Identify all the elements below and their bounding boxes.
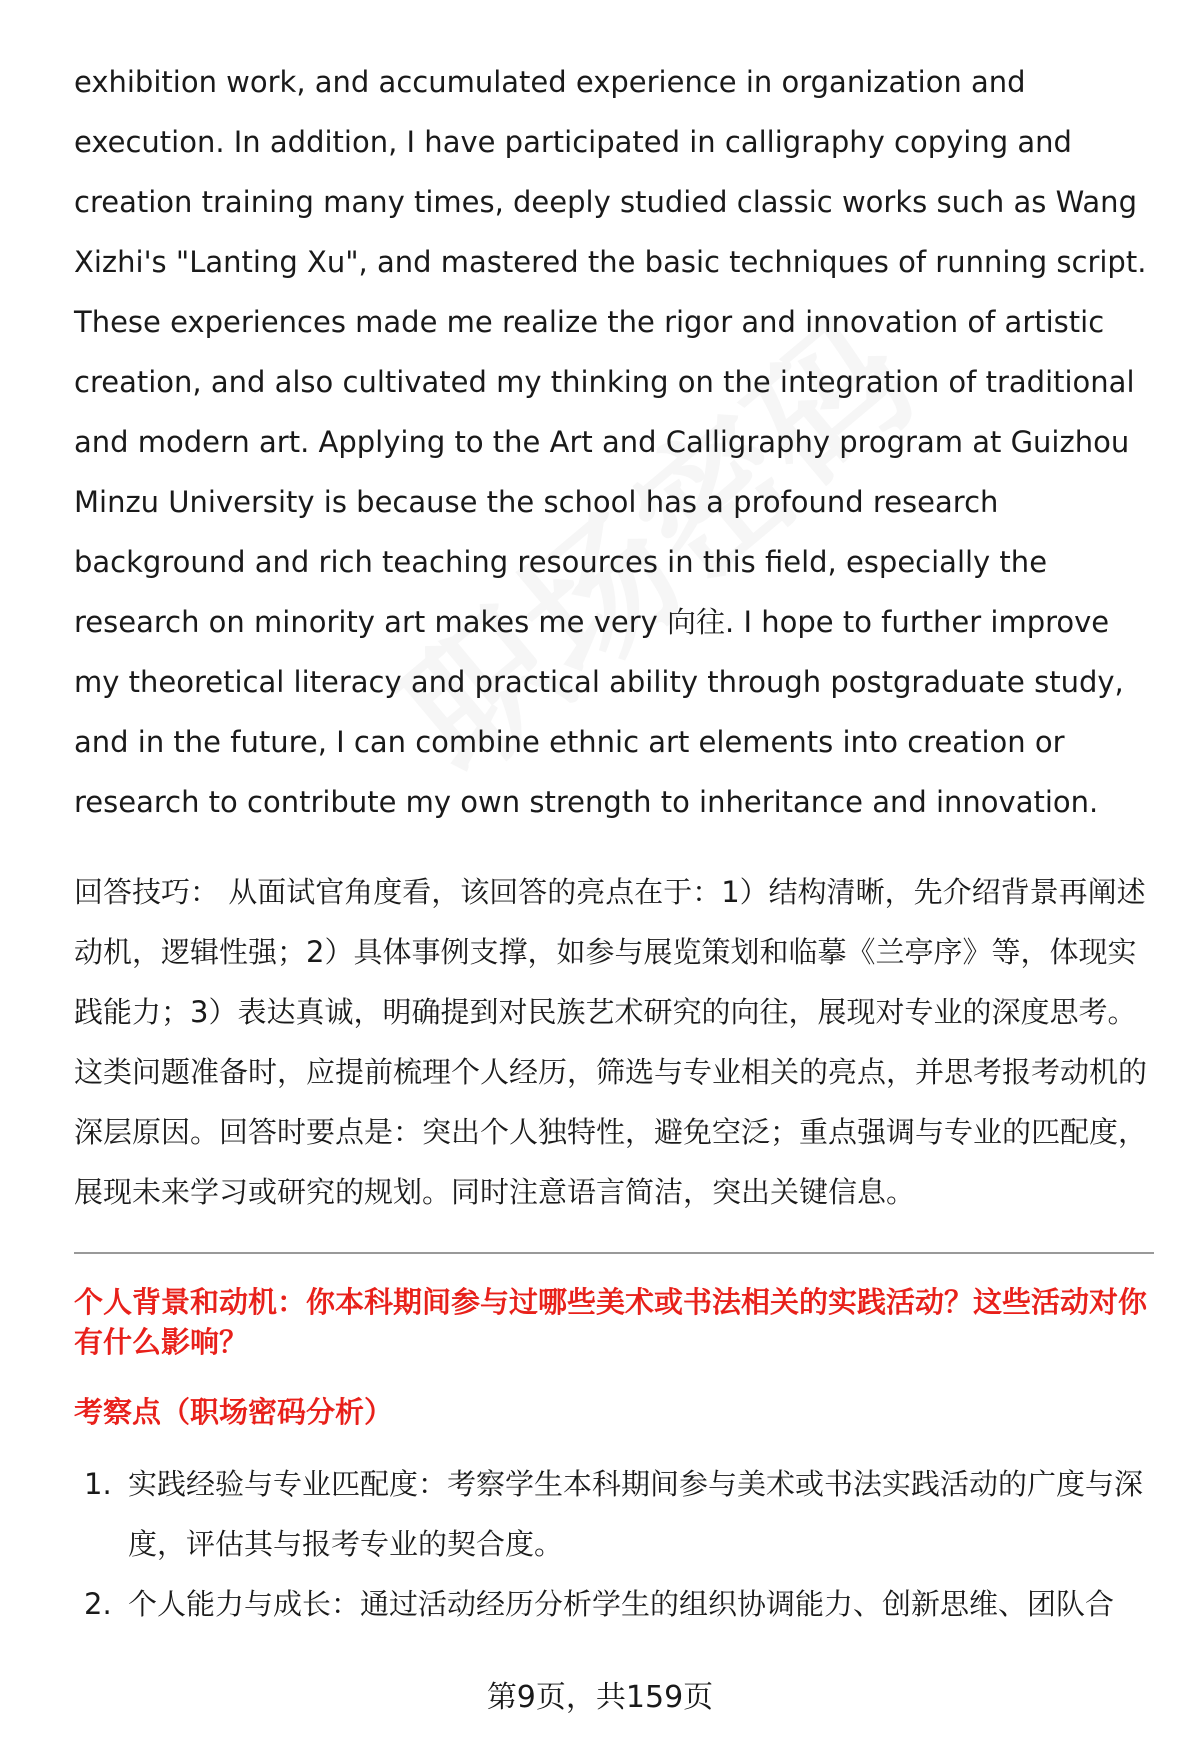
list-item-number: 2. — [84, 1587, 112, 1621]
list-item — [74, 1574, 1154, 1634]
list-item-number: 1. — [84, 1467, 112, 1501]
list-item-text: 实践经验与专业匹配度：考察学生本科期间参与美术或书法实践活动的广度与深度，评估其与报考专业的契合度。 — [128, 1467, 1144, 1561]
assessment-points-list — [74, 1454, 1154, 1634]
section-title: 考察点（职场密码分析） — [74, 1395, 394, 1429]
document-page — [74, 52, 1154, 1634]
page-number-footer: 第9页，共159页 — [486, 1680, 714, 1715]
section-divider — [74, 1252, 1154, 1254]
list-item — [74, 1454, 1154, 1574]
answer-tip-paragraph: 回答技巧： 从面试官角度看，该回答的亮点在于：1）结构清晰，先介绍背景再阐述动机，逻辑性强；2）具体事例支撑，如参与展览策划和临摹《兰亭序》等，体现实践能力；3）表达真诚，明确提到对民族艺术研究的向往，展现对专业的深度思考。这类问题准备时，应提前梳理个人经历，筛选与专业相关的亮点，并思考报考动机的深层原因。回答时要点是：突出个人独特性，避免空泛；重点强调与专业的匹配度，展现未来学习或研究的规划。同时注意语言简洁，突出关键信息。 — [74, 875, 1148, 1209]
list-item-text: 个人能力与成长：通过活动经历分析学生的组织协调能力、创新思维、团队合 — [128, 1587, 1115, 1621]
interview-question: 个人背景和动机：你本科期间参与过哪些美术或书法相关的实践活动？这些活动对你有什么影响？ — [74, 1285, 1148, 1359]
answer-paragraph: exhibition work, and accumulated experience in organization and execution. In addition, I have participated in calligraphy copying and creation training many times, deeply studied classic works such as Wang Xizhi's "Lanting Xu", and mastered the basic techniques of running script. These experiences made me realize the rigor and innovation of artistic creation, and also cultivated my thinking on the integration of traditional and modern art. Applying to the Art and Calligraphy program at Guizhou Minzu University is because the school has a profound research background and rich teaching resources in this field, especially the research on minority art makes me very 向往. I hope to further improve my theoretical literacy and practical ability through postgraduate study, and in the future, I can combine ethnic art elements into creation or research to contribute my own strength to inheritance and innovation. — [74, 65, 1147, 819]
